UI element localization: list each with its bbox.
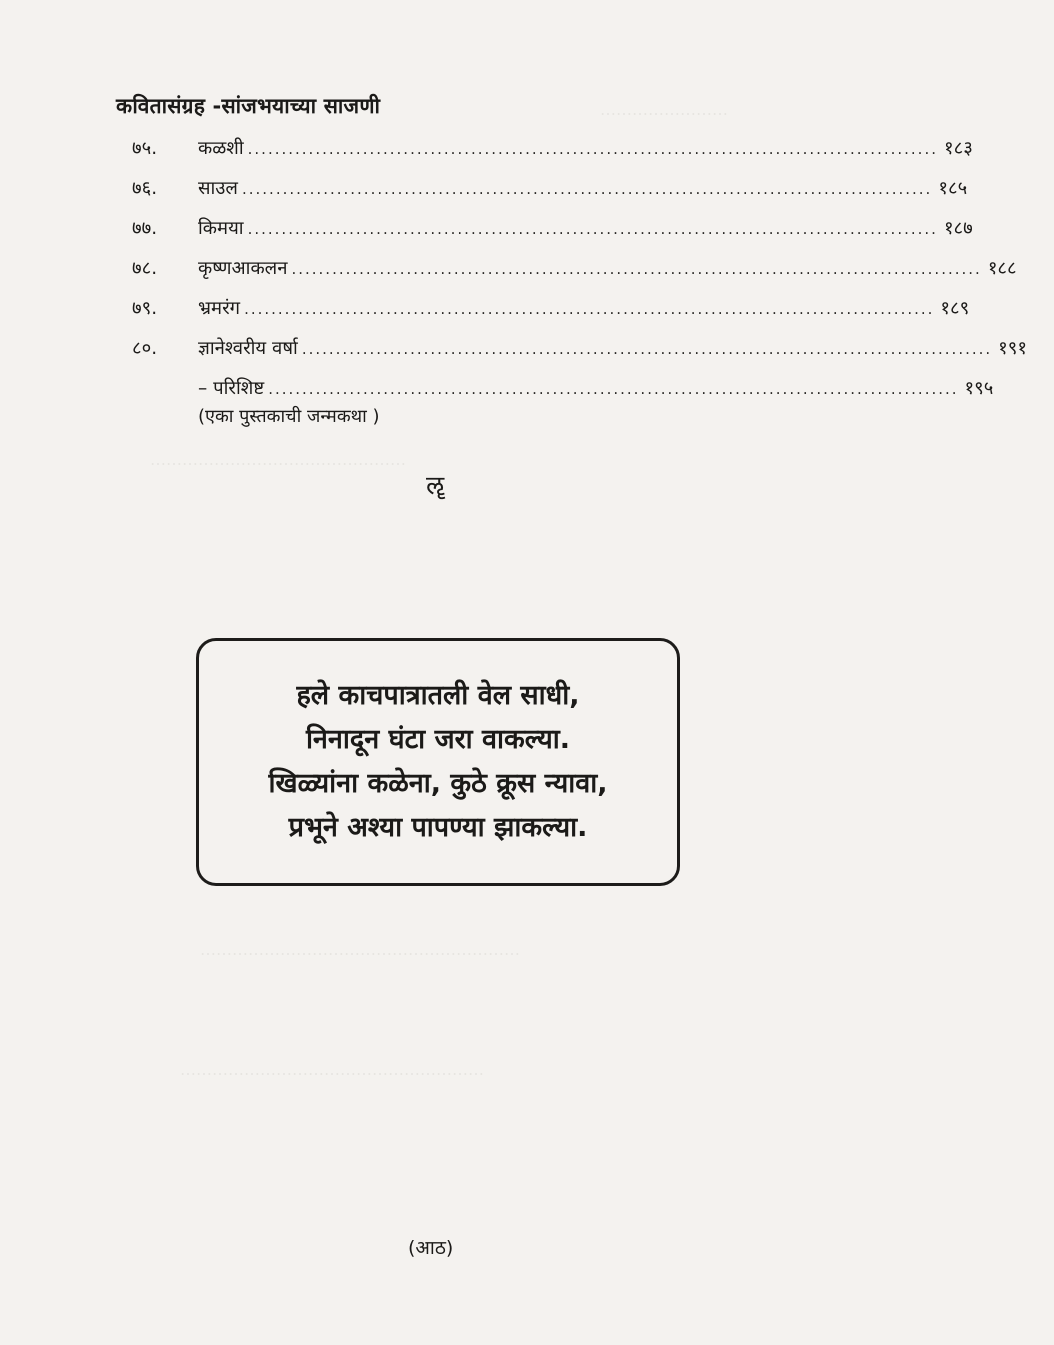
toc-title: साउल	[198, 178, 238, 199]
dot-leader: ......................................................................................................	[247, 220, 938, 238]
toc-page-number: १८८	[987, 258, 1017, 279]
bleed-through-text: …………………………………………	[150, 450, 406, 469]
poem-line: हले काचपात्रातली वेल साधी,	[296, 680, 580, 711]
toc-number: ८०.	[132, 338, 158, 359]
toc-title: भ्रमरंग	[198, 298, 241, 319]
poem-box	[196, 638, 680, 886]
section-title: कवितासंग्रह -सांजभयाच्या साजणी	[116, 94, 381, 118]
toc-row[interactable]	[132, 335, 1028, 375]
toc-title: ज्ञानेश्वरीय वर्षा	[198, 338, 298, 359]
page-folio: (आठ)	[408, 1237, 454, 1259]
ornament-glyph: ॡ	[426, 471, 445, 501]
dot-leader: ......................................................................................................	[301, 340, 993, 358]
bleed-through-text: …………………………………………………	[180, 1060, 484, 1079]
toc-row[interactable]	[132, 295, 970, 335]
dot-leader: ......................................................................................................	[247, 140, 938, 158]
dot-leader: ......................................................................................................	[241, 180, 933, 198]
toc-number: ७९.	[132, 298, 158, 319]
toc-title: किमया	[198, 218, 244, 239]
bleed-through-text: ……………………………………………………	[200, 940, 520, 959]
toc-number: ७५.	[132, 138, 158, 159]
toc-number: ७८.	[132, 258, 158, 279]
toc-page-number: १९५	[964, 378, 994, 399]
toc-page-number: १८७	[943, 218, 973, 239]
toc-row[interactable]	[132, 135, 973, 175]
toc-row[interactable]	[132, 175, 968, 215]
toc-number: ७७.	[132, 218, 158, 239]
dot-leader: ......................................................................................................	[244, 300, 935, 318]
toc-page-number: १८३	[943, 138, 973, 159]
toc-row[interactable]	[132, 215, 973, 255]
poem-line: प्रभूने अश्या पापण्या झाकल्या.	[288, 812, 588, 843]
toc-page-number: १८५	[938, 178, 968, 199]
poem-line: खिळ्यांना कळेना, कुठे क्रूस न्यावा,	[268, 768, 608, 799]
poem-line: निनादून घंटा जरा वाकल्या.	[305, 724, 571, 755]
toc-page-number: १९१	[998, 338, 1028, 359]
dot-leader: ......................................................................................................	[291, 260, 982, 278]
table-of-contents	[132, 135, 1028, 415]
toc-title: कृष्णआकलन	[198, 258, 288, 279]
appendix-note: (एका पुस्तकाची जन्मकथा )	[198, 406, 380, 427]
toc-row[interactable]	[132, 255, 1017, 295]
toc-number: ७६.	[132, 178, 158, 199]
toc-title: कळशी	[198, 138, 244, 159]
toc-title: – परिशिष्ट	[198, 378, 265, 399]
bleed-through-text: ……………………	[600, 100, 728, 119]
toc-page-number: १८९	[940, 298, 970, 319]
dot-leader: ......................................................................................................	[268, 380, 959, 398]
